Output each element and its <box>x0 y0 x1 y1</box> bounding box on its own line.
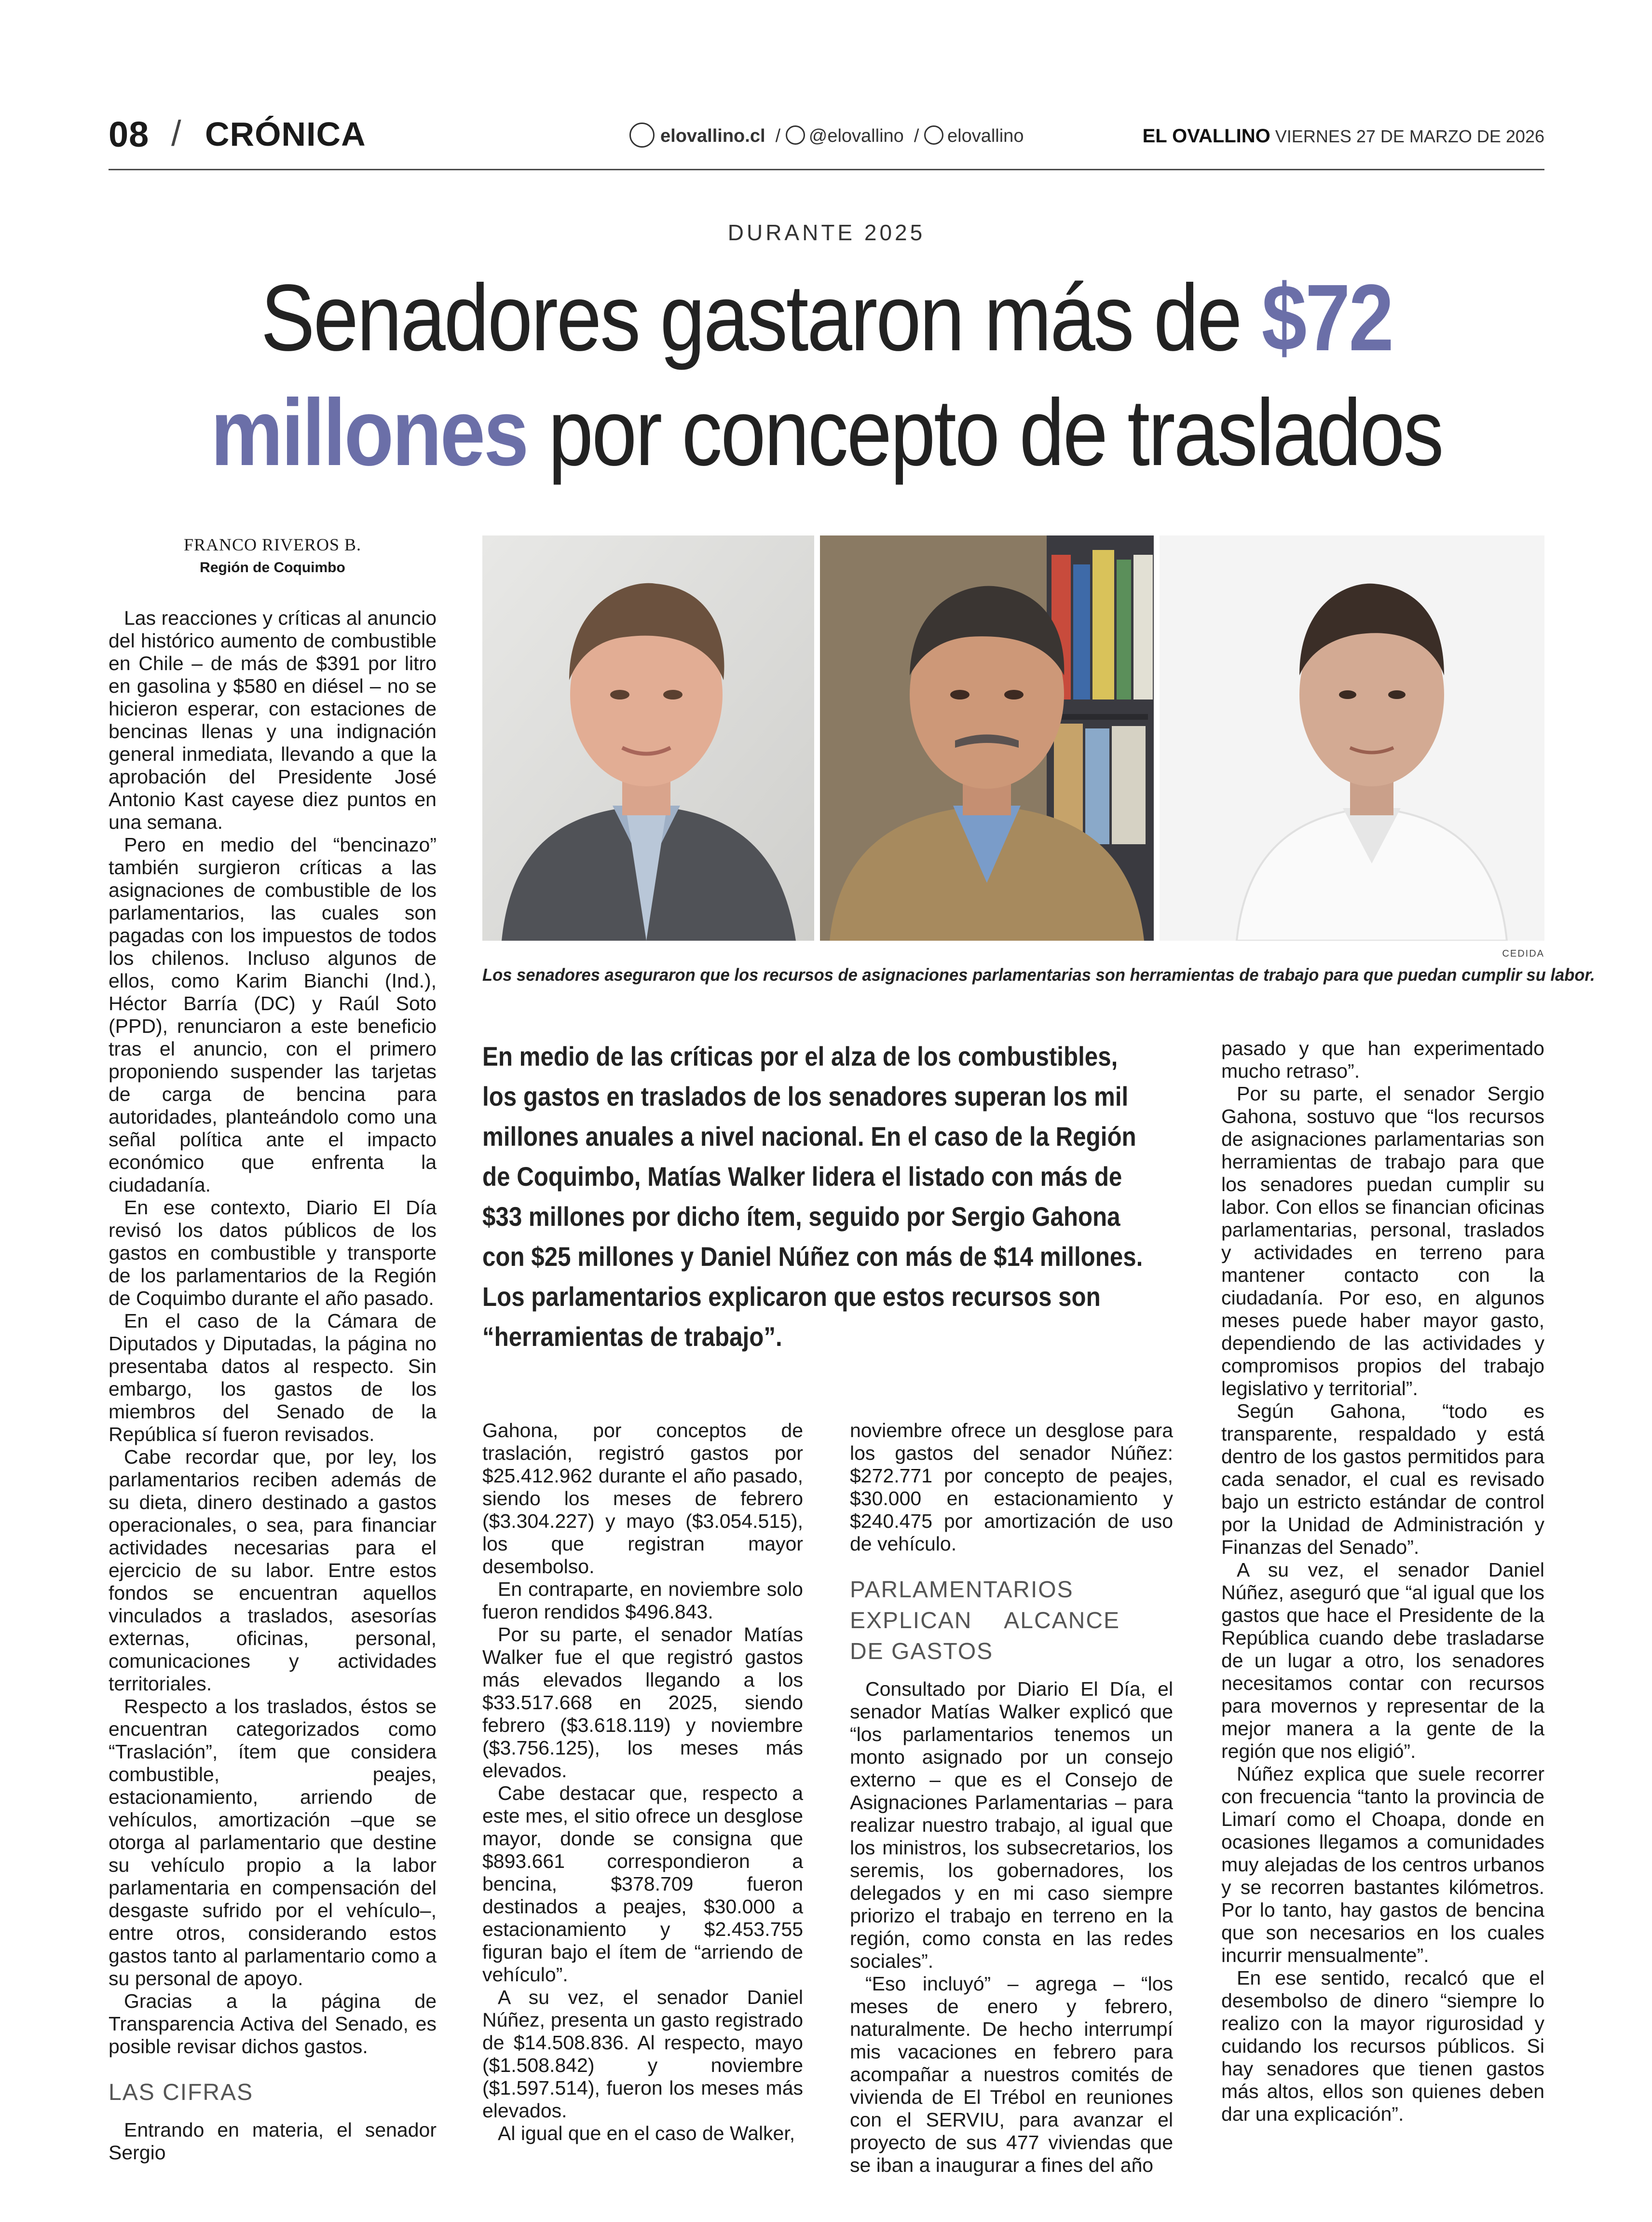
twitter-icon <box>786 125 805 145</box>
paragraph: pasado y que han experimentado mucho retraso”. <box>1221 1037 1544 1082</box>
author-region: Región de Coquimbo <box>200 560 345 576</box>
body-column-2 <box>482 1419 803 2145</box>
paragraph: Cabe destacar que, respecto a este mes, el sitio ofrece un desglose mayor, donde se consigna que $893.661 correspondieron a bencina, $378.709 fueron destinados a peajes, $30.000 a estacionamiento y $2.453.755 figuran bajo el ítem de “arriendo de vehículo”. <box>482 1782 803 1986</box>
paragraph: Al igual que en el caso de Walker, <box>498 2122 795 2144</box>
paragraph: noviembre ofrece un desglose para los gastos del senador Núñez: $272.771 por concepto de peajes, $30.000 en estacionamiento y $240.475 por amortización de uso de vehículo. <box>850 1419 1173 1555</box>
paragraph: Gracias a la página de Transparencia Activa del Senado, es posible revisar dichos gastos. <box>109 1990 437 2057</box>
portrait-image <box>1160 535 1544 941</box>
paragraph: Respecto a los traslados, éstos se encuentran categorizados como “Traslación”, ítem que considera combustible, peajes, estacionamiento, arriendo de vehículos, amortización –que se otorga al parlamentario que destine su vehículo propio a la labor parlamentaria en compensación del desgaste sufrido por el vehículo–, entre otros, considerando estos gastos tanto al parlamentario como a su personal de apoyo. <box>109 1695 437 1989</box>
section-name: CRÓNICA <box>205 115 366 153</box>
paragraph: Las reacciones y críticas al anuncio del histórico aumento de combustible en Chile – de más de $391 por litro en gasolina y $580 en diésel – no se hicieron esperar, con estaciones de bencinas llenas y una indignación general inmediata, llevando a que la aprobación del Presidente José Antonio Kast cayese diez puntos en una semana. <box>109 607 437 833</box>
headline-part2: por concepto de traslados <box>527 380 1443 485</box>
folio-separator: / <box>171 113 181 153</box>
paragraph: Cabe recordar que, por ley, los parlamentarios reciben además de su dieta, dinero destinado a gastos operacionales, o sea, para financiar actividades necesarias para el ejercicio de su labor. Entre estos fondos se encuentran aquellos vinculados a traslados, asesorías externas, oficinas, personal, comunicaciones y actividades territoriales. <box>109 1446 437 1695</box>
paragraph: En contraparte, en noviembre solo fueron rendidos $496.843. <box>482 1578 803 1623</box>
headline-highlight-amount: $72 <box>1261 265 1393 370</box>
paragraph: Gahona, por conceptos de traslación, registró gastos por $25.412.962 durante el año pasado, siendo los meses de febrero ($3.304.227) y mayo ($3.054.515), los que registran mayor desembolso. <box>482 1419 803 1577</box>
body-column-4 <box>1221 1037 1544 2126</box>
paragraph: “Eso incluyó” – agrega – “los meses de enero y febrero, naturalmente. De hecho interrumpí mis vacaciones en febrero para acompañar a nuestros comités de vivienda de El Trébol en reuniones con el SERVIU, para avanzar el proyecto de sus 477 viviendas que se iban a inaugurar a fines del año <box>850 1973 1173 2176</box>
paragraph: Núñez explica que suele recorrer con frecuencia “tanto la provincia de Limarí como el Choapa, donde en ocasiones llegamos a comunidades muy alejadas de los centros urbanos y se recorren bastantes kilómetros. Por lo tanto, hay gastos de bencina que son necesarios en los cuales incurrir mensualmente”. <box>1221 1763 1544 1966</box>
paragraph: Entrando en materia, el senador Sergio <box>109 2119 437 2164</box>
paragraph: En el caso de la Cámara de Diputados y Diputadas, la página no presentaba datos al respecto. Sin embargo, los gastos de los miembros del Senado de la República sí fueron revisados. <box>109 1310 437 1445</box>
paragraph: Por su parte, el senador Sergio Gahona, sostuvo que “los recursos de asignaciones parlamentarias son herramientas de trabajo para que los senadores puedan cumplir su labor. Con ellos se financian oficinas parlamentarias, personal, traslados y actividades en terreno para mantener contacto con la ciudadanía. Por eso, en algunos meses puede haber mayor gasto, dependiendo de las actividades y compromisos propios del trabajo legislativo y territorial”. <box>1221 1083 1544 1399</box>
facebook-handle[interactable]: elovallino <box>947 126 1024 147</box>
lead-paragraph: En medio de las críticas por el alza de los combustibles, los gastos en traslados de los senadores superan los mil millones anuales a nivel nacional. En el caso de la Región de Coquimbo, Matías Walker lidera el listado con más de $33 millones por dicho ítem, seguido por Sergio Gahona con $25 millones y Daniel Núñez con más de $14 millones. Los parlamentarios explicaron que estos recursos son “herramientas de trabajo”. <box>482 1041 1143 1352</box>
paragraph: Por su parte, el senador Matías Walker fue el que registró gastos más elevados llegando a los $33.517.668 en 2025, siendo febrero ($3.618.119) y noviembre ($3.756.125), los meses más elevados. <box>482 1623 803 1782</box>
headline-part1: Senadores gastaron más de <box>260 265 1262 370</box>
masthead: EL OVALLINO <box>1142 125 1270 147</box>
photo-senator-left <box>482 535 814 941</box>
globe-icon <box>629 123 655 148</box>
photo-senator-center <box>820 535 1154 941</box>
social-links: elovallino.cl / @elovallino / elovallino <box>629 124 1024 150</box>
masthead-date <box>1143 125 1544 147</box>
portrait-image <box>482 535 814 941</box>
twitter-handle[interactable]: @elovallino <box>808 126 904 147</box>
issue-date: VIERNES 27 DE MARZO DE 2026 <box>1275 126 1544 146</box>
photo-caption: Los senadores aseguraron que los recursos de asignaciones parlamentarias son herramientas de trabajo para que puedan cumplir su labor. <box>482 965 1595 985</box>
portrait-image <box>820 535 1154 941</box>
page-number: 08 <box>109 114 150 154</box>
kicker: DURANTE 2025 <box>727 220 926 245</box>
paragraph: En ese sentido, recalcó que el desembolso de dinero “siempre lo realizo con la mayor rigurosidad y cuidando los recursos públicos. Si hay senadores que tienen gastos más altos, ellos son quienes deben dar una explicación”. <box>1221 1967 1544 2125</box>
subhead-parlamentarios: PARLAMENTARIOS EXPLICAN ALCANCE DE GASTOS <box>850 1577 1120 1664</box>
headline-highlight-millions: millones <box>210 380 528 485</box>
paragraph: A su vez, el senador Daniel Núñez, aseguró que “al igual que los gastos que hace el Presidente de la República cuando debe trasladarse de un lugar a otro, los senadores necesitamos contar con recursos para movernos y representar de la mejor manera a la gente de la región que nos eligió”. <box>1221 1559 1544 1762</box>
paragraph: Según Gahona, “todo es transparente, respaldado y está dentro de los gastos permitidos para cada senador, el cual es revisado bajo un estricto estándar de control por la Unidad de Administración y Finanzas del Senado”. <box>1221 1400 1544 1558</box>
subhead-las-cifras: LAS CIFRAS <box>109 2080 254 2105</box>
body-column-1 <box>109 607 437 2164</box>
photo-senator-right <box>1160 535 1544 941</box>
headline <box>209 261 1444 490</box>
paragraph: A su vez, el senador Daniel Núñez, presenta un gasto registrado de $14.508.836. Al respecto, mayo ($1.508.842) y noviembre ($1.597.514), fueron los meses más elevados. <box>482 1986 803 2122</box>
author-name: FRANCO RIVEROS B. <box>183 535 362 554</box>
paragraph: Consultado por Diario El Día, el senador Matías Walker explicó que “los parlamentarios tenemos un monto asignado por un consejo externo – que es el Consejo de Asignaciones Parlamentarias – para realizar nuestro trabajo, al igual que los ministros, los subsecretarios, los seremis, los gobernadores, los delegados y en mi caso siempre priorizo el trabajo en terreno en la región, como consta en las redes sociales”. <box>850 1678 1173 1972</box>
paragraph: En ese contexto, Diario El Día revisó los datos públicos de los gastos en combustible y transporte de los parlamentarios de la Región de Coquimbo durante el año pasado. <box>109 1196 437 1309</box>
paragraph: Pero en medio del “bencinazo” también surgieron críticas a las asignaciones de combustible de los parlamentarios, las cuales son pagadas con los impuestos de todos los chilenos. Incluso algunos de ellos, como Karim Bianchi (Ind.), Héctor Barría (DC) y Raúl Soto (PPD), renunciaron a este beneficio tras el anuncio, con el primero proponiendo suspender las tarjetas de carga de bencina para autoridades, planteándolo como una señal política ante el impacto económico que enfrenta la ciudadanía. <box>109 834 437 1196</box>
page-folio <box>109 109 1544 170</box>
website-link[interactable]: elovallino.cl <box>660 126 765 147</box>
photo-credit: CEDIDA <box>1502 948 1544 959</box>
body-column-3 <box>850 1419 1173 2177</box>
byline <box>109 535 437 576</box>
facebook-icon <box>924 125 943 145</box>
photo-strip <box>482 535 1544 941</box>
